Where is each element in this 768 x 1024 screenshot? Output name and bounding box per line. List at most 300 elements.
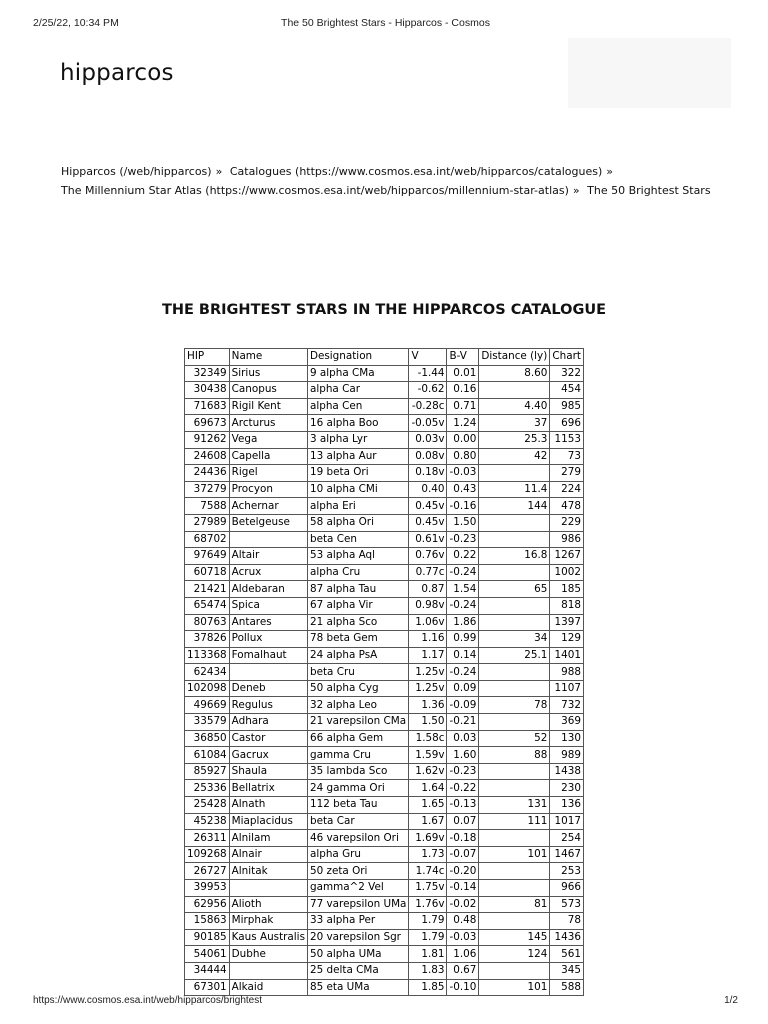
hip-cell: 97649 <box>185 548 230 565</box>
hip-cell: 62956 <box>185 896 230 913</box>
chart-cell: 253 <box>550 863 584 880</box>
designation-cell: 10 alpha CMi <box>307 481 408 498</box>
v-cell: 1.85 <box>409 979 447 996</box>
distance-cell: 101 <box>479 846 550 863</box>
distance-cell <box>479 913 550 930</box>
name-cell: Vega <box>229 431 307 448</box>
v-cell: 1.16 <box>409 631 447 648</box>
v-cell: 1.74c <box>409 863 447 880</box>
v-cell: 1.64 <box>409 780 447 797</box>
b-v-cell: -0.02 <box>447 896 479 913</box>
distance-cell <box>479 763 550 780</box>
name-cell <box>229 962 307 979</box>
distance-cell <box>479 597 550 614</box>
v-cell: 1.65 <box>409 797 447 814</box>
designation-cell: gamma^2 Vel <box>307 880 408 897</box>
designation-cell: 24 gamma Ori <box>307 780 408 797</box>
hip-cell: 54061 <box>185 946 230 963</box>
b-v-cell: -0.07 <box>447 846 479 863</box>
distance-cell: 144 <box>479 498 550 515</box>
table-row <box>185 448 584 465</box>
name-cell: Altair <box>229 548 307 565</box>
chart-cell: 1397 <box>550 614 584 631</box>
b-v-cell: -0.22 <box>447 780 479 797</box>
chart-cell: 1267 <box>550 548 584 565</box>
brightest-stars-table <box>184 348 584 996</box>
chart-cell: 988 <box>550 664 584 681</box>
v-cell: 1.50 <box>409 714 447 731</box>
table-row <box>185 647 584 664</box>
hip-cell: 25428 <box>185 797 230 814</box>
table-row <box>185 962 584 979</box>
distance-cell: 145 <box>479 929 550 946</box>
breadcrumb-separator: » <box>572 184 580 197</box>
chart-cell: 732 <box>550 697 584 714</box>
b-v-cell: -0.24 <box>447 664 479 681</box>
table-row <box>185 481 584 498</box>
b-v-cell: 0.67 <box>447 962 479 979</box>
b-v-cell: -0.13 <box>447 797 479 814</box>
table-row <box>185 514 584 531</box>
chart-cell: 129 <box>550 631 584 648</box>
v-cell: 1.81 <box>409 946 447 963</box>
table-row <box>185 863 584 880</box>
b-v-cell: 1.60 <box>447 747 479 764</box>
column-header-v: V <box>409 349 447 366</box>
name-cell: Dubhe <box>229 946 307 963</box>
distance-cell <box>479 564 550 581</box>
breadcrumb-line-2 <box>61 181 741 200</box>
table-row <box>185 830 584 847</box>
distance-cell: 101 <box>479 979 550 996</box>
distance-cell <box>479 780 550 797</box>
designation-cell: 67 alpha Vir <box>307 597 408 614</box>
designation-cell: gamma Cru <box>307 747 408 764</box>
designation-cell: alpha Car <box>307 382 408 399</box>
b-v-cell: 0.03 <box>447 730 479 747</box>
v-cell: 0.61v <box>409 531 447 548</box>
designation-cell: 24 alpha PsA <box>307 647 408 664</box>
distance-cell: 4.40 <box>479 398 550 415</box>
column-header-designation: Designation <box>307 349 408 366</box>
hip-cell: 68702 <box>185 531 230 548</box>
designation-cell: 19 beta Ori <box>307 465 408 482</box>
designation-cell: 21 varepsilon CMa <box>307 714 408 731</box>
distance-cell: 88 <box>479 747 550 764</box>
hip-cell: 33579 <box>185 714 230 731</box>
b-v-cell: 0.09 <box>447 680 479 697</box>
chart-cell: 130 <box>550 730 584 747</box>
name-cell: Capella <box>229 448 307 465</box>
chart-cell: 1438 <box>550 763 584 780</box>
distance-cell: 131 <box>479 797 550 814</box>
table-row <box>185 597 584 614</box>
distance-cell: 25.3 <box>479 431 550 448</box>
column-header-hip: HIP <box>185 349 230 366</box>
b-v-cell: -0.10 <box>447 979 479 996</box>
table-row <box>185 813 584 830</box>
b-v-cell: -0.20 <box>447 863 479 880</box>
designation-cell: alpha Cen <box>307 398 408 415</box>
b-v-cell: -0.09 <box>447 697 479 714</box>
chart-cell: 369 <box>550 714 584 731</box>
hip-cell: 85927 <box>185 763 230 780</box>
hip-cell: 45238 <box>185 813 230 830</box>
name-cell: Pollux <box>229 631 307 648</box>
b-v-cell: 0.80 <box>447 448 479 465</box>
column-header-chart: Chart <box>550 349 584 366</box>
designation-cell: beta Cen <box>307 531 408 548</box>
table-row <box>185 664 584 681</box>
table-header-row <box>185 349 584 366</box>
hip-cell: 26311 <box>185 830 230 847</box>
chart-cell: 136 <box>550 797 584 814</box>
v-cell: 1.67 <box>409 813 447 830</box>
designation-cell: 13 alpha Aur <box>307 448 408 465</box>
b-v-cell: 0.71 <box>447 398 479 415</box>
b-v-cell: -0.23 <box>447 531 479 548</box>
name-cell: Regulus <box>229 697 307 714</box>
hip-cell: 90185 <box>185 929 230 946</box>
b-v-cell: 1.50 <box>447 514 479 531</box>
chart-cell: 1107 <box>550 680 584 697</box>
table-row <box>185 730 584 747</box>
v-cell: 1.79 <box>409 913 447 930</box>
name-cell: Acrux <box>229 564 307 581</box>
hip-cell: 80763 <box>185 614 230 631</box>
designation-cell: 25 delta CMa <box>307 962 408 979</box>
chart-cell: 561 <box>550 946 584 963</box>
b-v-cell: 1.24 <box>447 415 479 432</box>
table-row <box>185 365 584 382</box>
hip-cell: 71683 <box>185 398 230 415</box>
b-v-cell: 0.43 <box>447 481 479 498</box>
table-row <box>185 913 584 930</box>
hip-cell: 24608 <box>185 448 230 465</box>
v-cell: 1.58c <box>409 730 447 747</box>
hip-cell: 32349 <box>185 365 230 382</box>
v-cell: 1.36 <box>409 697 447 714</box>
designation-cell: alpha Gru <box>307 846 408 863</box>
distance-cell: 42 <box>479 448 550 465</box>
hip-cell: 91262 <box>185 431 230 448</box>
table-row <box>185 846 584 863</box>
v-cell: 0.87 <box>409 581 447 598</box>
chart-cell: 229 <box>550 514 584 531</box>
v-cell: 1.62v <box>409 763 447 780</box>
table-row <box>185 614 584 631</box>
table-row <box>185 763 584 780</box>
v-cell: 0.45v <box>409 498 447 515</box>
distance-cell: 11.4 <box>479 481 550 498</box>
name-cell <box>229 664 307 681</box>
table-row <box>185 697 584 714</box>
distance-cell: 25.1 <box>479 647 550 664</box>
v-cell: 0.77c <box>409 564 447 581</box>
b-v-cell: -0.03 <box>447 929 479 946</box>
print-page-number: 1/2 <box>724 995 738 1006</box>
table-row <box>185 431 584 448</box>
chart-cell: 185 <box>550 581 584 598</box>
site-logo[interactable]: hipparcos <box>60 60 174 86</box>
breadcrumb-item-hipparcos[interactable]: Hipparcos (/web/hipparcos) <box>61 165 212 178</box>
b-v-cell: 0.99 <box>447 631 479 648</box>
table-row <box>185 564 584 581</box>
header-panel <box>568 38 731 108</box>
designation-cell: 77 varepsilon UMa <box>307 896 408 913</box>
v-cell: 1.83 <box>409 962 447 979</box>
hip-cell: 27989 <box>185 514 230 531</box>
name-cell: Miaplacidus <box>229 813 307 830</box>
table-row <box>185 398 584 415</box>
chart-cell: 1017 <box>550 813 584 830</box>
b-v-cell: 0.00 <box>447 431 479 448</box>
v-cell: 0.40 <box>409 481 447 498</box>
name-cell: Sirius <box>229 365 307 382</box>
print-page-title: The 50 Brightest Stars - Hipparcos - Cosmos <box>281 17 490 29</box>
name-cell: Alioth <box>229 896 307 913</box>
distance-cell <box>479 714 550 731</box>
name-cell: Gacrux <box>229 747 307 764</box>
hip-cell: 34444 <box>185 962 230 979</box>
distance-cell: 34 <box>479 631 550 648</box>
hip-cell: 15863 <box>185 913 230 930</box>
chart-cell: 478 <box>550 498 584 515</box>
distance-cell: 81 <box>479 896 550 913</box>
b-v-cell: -0.14 <box>447 880 479 897</box>
chart-cell: 1401 <box>550 647 584 664</box>
designation-cell: beta Cru <box>307 664 408 681</box>
name-cell: Rigil Kent <box>229 398 307 415</box>
designation-cell: 9 alpha CMa <box>307 365 408 382</box>
v-cell: 0.98v <box>409 597 447 614</box>
distance-cell: 37 <box>479 415 550 432</box>
designation-cell: 35 lambda Sco <box>307 763 408 780</box>
v-cell: -0.28c <box>409 398 447 415</box>
b-v-cell: 0.07 <box>447 813 479 830</box>
designation-cell: 58 alpha Ori <box>307 514 408 531</box>
hip-cell: 67301 <box>185 979 230 996</box>
table-row <box>185 747 584 764</box>
name-cell: Alnitak <box>229 863 307 880</box>
breadcrumb-item-catalogues[interactable]: Catalogues (https://www.cosmos.esa.int/web/hipparcos/catalogues) <box>229 165 603 178</box>
b-v-cell: 0.16 <box>447 382 479 399</box>
name-cell: Antares <box>229 614 307 631</box>
table-row <box>185 896 584 913</box>
table-row <box>185 680 584 697</box>
distance-cell: 65 <box>479 581 550 598</box>
table-row <box>185 979 584 996</box>
v-cell: 1.79 <box>409 929 447 946</box>
chart-cell: 73 <box>550 448 584 465</box>
table-row <box>185 946 584 963</box>
designation-cell: 46 varepsilon Ori <box>307 830 408 847</box>
chart-cell: 454 <box>550 382 584 399</box>
name-cell: Alnair <box>229 846 307 863</box>
hip-cell: 24436 <box>185 465 230 482</box>
chart-cell: 966 <box>550 880 584 897</box>
chart-cell: 986 <box>550 531 584 548</box>
breadcrumb-separator: » <box>606 165 613 178</box>
designation-cell: 33 alpha Per <box>307 913 408 930</box>
breadcrumb-item-current: The 50 Brightest Stars <box>587 184 711 197</box>
distance-cell <box>479 962 550 979</box>
b-v-cell: -0.21 <box>447 714 479 731</box>
name-cell: Alkaid <box>229 979 307 996</box>
hip-cell: 113368 <box>185 647 230 664</box>
chart-cell: 322 <box>550 365 584 382</box>
v-cell: 1.25v <box>409 680 447 697</box>
table-row <box>185 498 584 515</box>
chart-cell: 224 <box>550 481 584 498</box>
hip-cell: 25336 <box>185 780 230 797</box>
table-row <box>185 581 584 598</box>
chart-cell: 254 <box>550 830 584 847</box>
distance-cell: 111 <box>479 813 550 830</box>
chart-cell: 989 <box>550 747 584 764</box>
hip-cell: 39953 <box>185 880 230 897</box>
b-v-cell: -0.16 <box>447 498 479 515</box>
hip-cell: 37279 <box>185 481 230 498</box>
print-datetime: 2/25/22, 10:34 PM <box>33 17 119 29</box>
table-body <box>185 365 584 996</box>
designation-cell: 112 beta Tau <box>307 797 408 814</box>
chart-cell: 279 <box>550 465 584 482</box>
distance-cell: 16.8 <box>479 548 550 565</box>
v-cell: 1.59v <box>409 747 447 764</box>
table-row <box>185 382 584 399</box>
name-cell: Alnath <box>229 797 307 814</box>
designation-cell: 85 eta UMa <box>307 979 408 996</box>
distance-cell: 8.60 <box>479 365 550 382</box>
breadcrumb-line-1 <box>61 162 741 181</box>
table-row <box>185 548 584 565</box>
hip-cell: 26727 <box>185 863 230 880</box>
name-cell: Deneb <box>229 680 307 697</box>
hip-cell: 69673 <box>185 415 230 432</box>
b-v-cell: 1.86 <box>447 614 479 631</box>
hip-cell: 49669 <box>185 697 230 714</box>
breadcrumb-separator: » <box>215 165 223 178</box>
designation-cell: 50 alpha Cyg <box>307 680 408 697</box>
print-footer <box>33 995 738 1009</box>
name-cell: Procyon <box>229 481 307 498</box>
designation-cell: 16 alpha Boo <box>307 415 408 432</box>
hip-cell: 37826 <box>185 631 230 648</box>
chart-cell: 345 <box>550 962 584 979</box>
v-cell: -0.62 <box>409 382 447 399</box>
column-header-name: Name <box>229 349 307 366</box>
table-row <box>185 531 584 548</box>
distance-cell <box>479 382 550 399</box>
hip-cell: 102098 <box>185 680 230 697</box>
chart-cell: 573 <box>550 896 584 913</box>
chart-cell: 230 <box>550 780 584 797</box>
b-v-cell: -0.24 <box>447 597 479 614</box>
table-row <box>185 797 584 814</box>
chart-cell: 588 <box>550 979 584 996</box>
table-row <box>185 631 584 648</box>
v-cell: -1.44 <box>409 365 447 382</box>
name-cell: Bellatrix <box>229 780 307 797</box>
name-cell: Alnilam <box>229 830 307 847</box>
distance-cell <box>479 514 550 531</box>
distance-cell: 78 <box>479 697 550 714</box>
v-cell: 0.08v <box>409 448 447 465</box>
hip-cell: 30438 <box>185 382 230 399</box>
name-cell: Spica <box>229 597 307 614</box>
designation-cell: alpha Cru <box>307 564 408 581</box>
v-cell: 1.69v <box>409 830 447 847</box>
b-v-cell: -0.23 <box>447 763 479 780</box>
b-v-cell: -0.18 <box>447 830 479 847</box>
distance-cell <box>479 830 550 847</box>
v-cell: 0.45v <box>409 514 447 531</box>
designation-cell: 78 beta Gem <box>307 631 408 648</box>
distance-cell: 52 <box>479 730 550 747</box>
distance-cell <box>479 880 550 897</box>
hip-cell: 7588 <box>185 498 230 515</box>
b-v-cell: 0.14 <box>447 647 479 664</box>
distance-cell <box>479 465 550 482</box>
v-cell: 1.25v <box>409 664 447 681</box>
hip-cell: 61084 <box>185 747 230 764</box>
v-cell: 0.18v <box>409 465 447 482</box>
v-cell: 0.76v <box>409 548 447 565</box>
name-cell <box>229 880 307 897</box>
breadcrumb <box>61 162 741 200</box>
hip-cell: 62434 <box>185 664 230 681</box>
name-cell: Adhara <box>229 714 307 731</box>
print-header <box>33 17 738 31</box>
b-v-cell: 0.01 <box>447 365 479 382</box>
b-v-cell: -0.24 <box>447 564 479 581</box>
name-cell: Rigel <box>229 465 307 482</box>
chart-cell: 78 <box>550 913 584 930</box>
name-cell: Aldebaran <box>229 581 307 598</box>
hip-cell: 65474 <box>185 597 230 614</box>
chart-cell: 1467 <box>550 846 584 863</box>
v-cell: 1.76v <box>409 896 447 913</box>
name-cell: Arcturus <box>229 415 307 432</box>
page-title: THE BRIGHTEST STARS IN THE HIPPARCOS CATALOGUE <box>161 302 607 318</box>
v-cell: 1.73 <box>409 846 447 863</box>
distance-cell <box>479 680 550 697</box>
chart-cell: 818 <box>550 597 584 614</box>
chart-cell: 1436 <box>550 929 584 946</box>
b-v-cell: 0.22 <box>447 548 479 565</box>
name-cell: Castor <box>229 730 307 747</box>
hip-cell: 36850 <box>185 730 230 747</box>
designation-cell: 87 alpha Tau <box>307 581 408 598</box>
hip-cell: 21421 <box>185 581 230 598</box>
column-header-distance: Distance (ly) <box>479 349 550 366</box>
name-cell: Kaus Australis <box>229 929 307 946</box>
breadcrumb-item-millennium-star-atlas[interactable]: The Millennium Star Atlas (https://www.cosmos.esa.int/web/hipparcos/millennium-star-atlas) <box>61 184 569 197</box>
hip-cell: 60718 <box>185 564 230 581</box>
name-cell: Canopus <box>229 382 307 399</box>
v-cell: 1.17 <box>409 647 447 664</box>
designation-cell: 66 alpha Gem <box>307 730 408 747</box>
designation-cell: beta Car <box>307 813 408 830</box>
v-cell: -0.05v <box>409 415 447 432</box>
designation-cell: 21 alpha Sco <box>307 614 408 631</box>
name-cell: Achernar <box>229 498 307 515</box>
table-row <box>185 929 584 946</box>
designation-cell: 32 alpha Leo <box>307 697 408 714</box>
designation-cell: 53 alpha Aql <box>307 548 408 565</box>
v-cell: 1.75v <box>409 880 447 897</box>
